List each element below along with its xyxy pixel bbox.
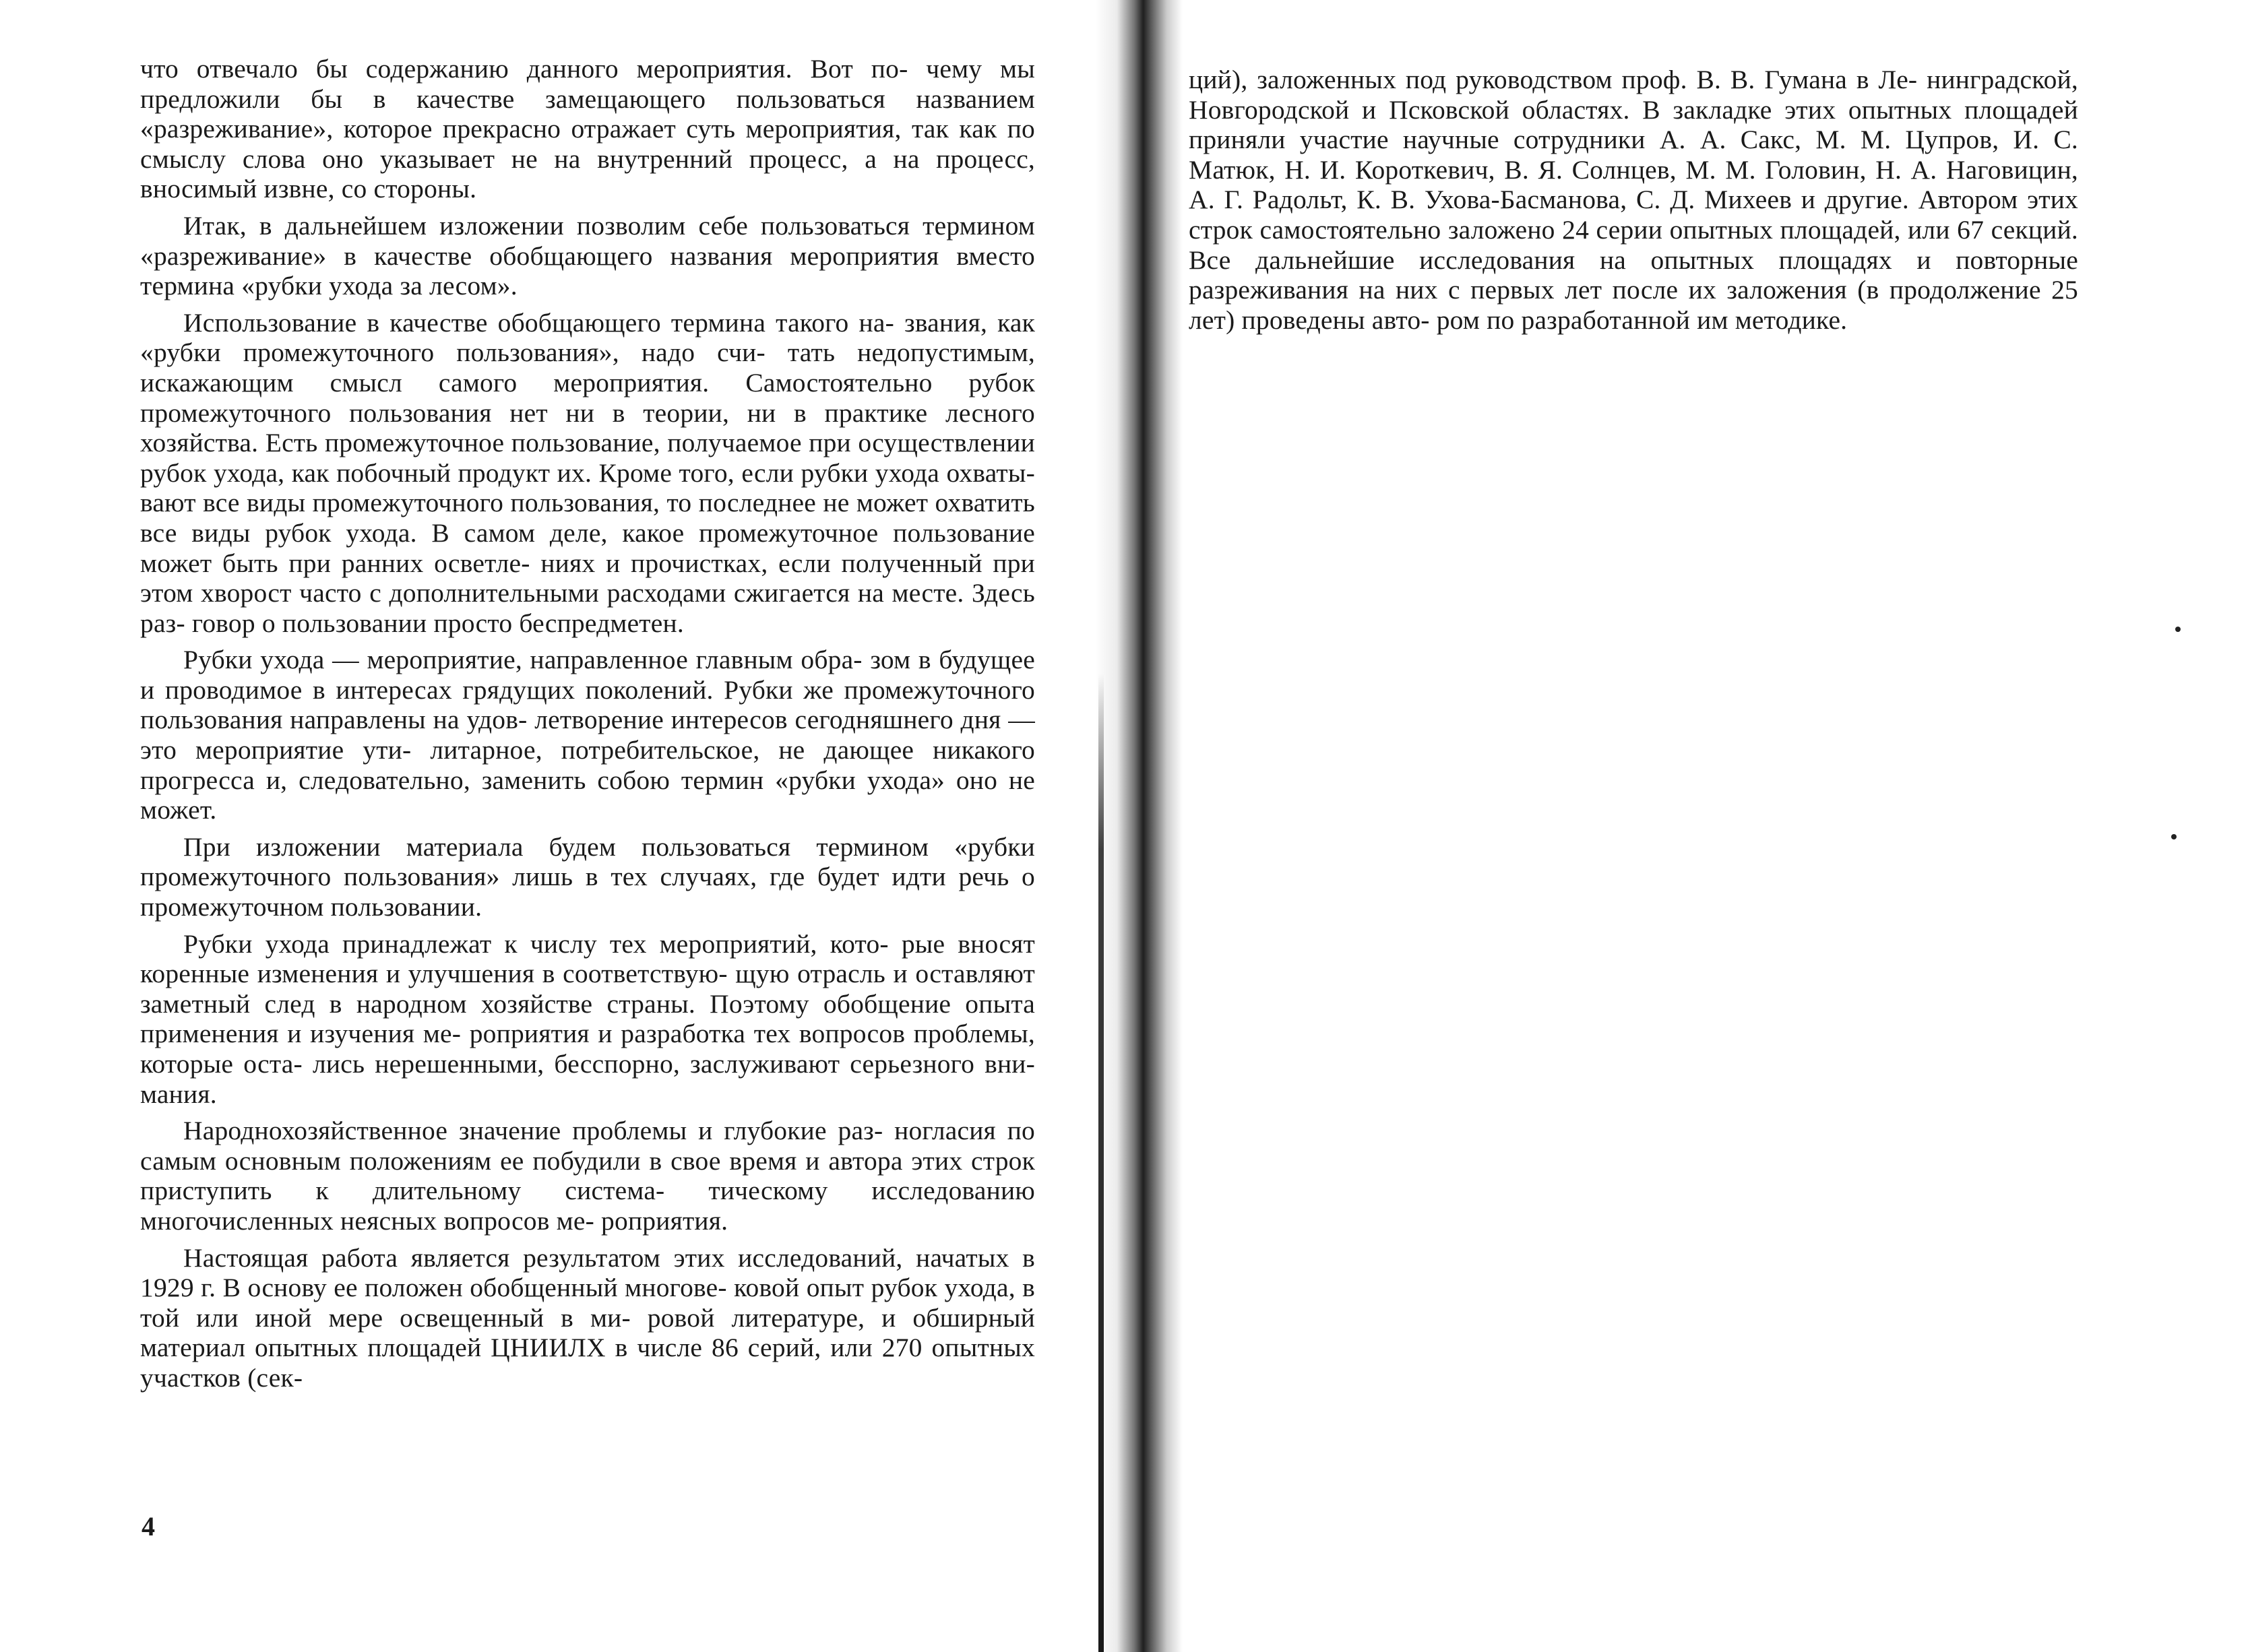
paragraph (140, 832, 1035, 922)
text-line: чему мы предложили бы в качестве замещающего пользоваться (140, 54, 1035, 114)
text-line: Народнохозяйственное значение проблемы и глубокие раз- (183, 1116, 883, 1146)
text-line: может. (140, 795, 217, 825)
text-line: литарное, потребительское, не дающее никакого прогресса и, (140, 735, 1035, 795)
text-line: промежуточное пользование может быть при ранних осветле- (140, 517, 1035, 578)
text-line: ниях и прочистках, если полученный при этом хворост часто (140, 548, 1036, 608)
text-line: ровой литературе, и обширный материал опытных площадей (140, 1302, 1035, 1363)
text-line: страны. Поэтому обобщение опыта применения и изучения ме- (140, 988, 1036, 1049)
text-line: Использование в качестве обобщающего термина такого на- (183, 307, 894, 338)
text-line: вают все виды промежуточного пользования, то последнее не (140, 488, 850, 518)
text-line: При изложении материала будем пользоваться термином (183, 831, 929, 862)
text-line: нинградской, Новгородской и Псковской областях. В закладке (1189, 65, 2078, 125)
text-line: начатых в 1929 г. В основу ее положен обобщенный многове- (140, 1242, 1036, 1303)
paragraph (140, 211, 1035, 301)
paragraph (140, 308, 1035, 639)
scan-speck (2171, 834, 2177, 839)
text-line: зом в будущее и проводимое в интересах грядущих поколений. (140, 645, 1035, 705)
text-line: тическому исследованию многочисленных неясных вопросов ме- (140, 1176, 1035, 1236)
text-line: или 67 секций. Все дальнейшие исследования на опытных (1189, 214, 2078, 275)
scan-speck (2175, 627, 2181, 632)
text-line: рые вносят коренные изменения и улучшения в соответствую- (140, 928, 1036, 989)
right-page (1189, 65, 2078, 335)
paragraph (1189, 65, 2078, 335)
text-line: К. В. Ухова-Басманова, С. Д. Михеев и другие. Автором этих (1356, 185, 2079, 215)
paragraph (140, 1116, 1035, 1236)
text-line: в теории, ни в практике лесного хозяйства. Есть промежуточное (140, 398, 1035, 458)
text-line: ЦНИИЛХ в числе 86 серий, или 270 опытных участков (сек- (140, 1333, 1035, 1393)
text-line: мания. (140, 1079, 217, 1109)
text-line: летворение интересов сегодняшнего дня — это мероприятие ути- (140, 705, 1035, 765)
text-line: с дополнительными расходами сжигается на месте. Здесь раз- (140, 578, 1035, 638)
text-line: Самостоятельно рубок промежуточного пользования нет ни (140, 367, 1036, 428)
text-line: ций), заложенных под руководством проф. В. В. Гумана в Ле- (1189, 65, 1918, 94)
left-page (140, 54, 1035, 1393)
page-edge-line (1098, 674, 1104, 1652)
text-line: следовательно, заменить собою термин «рубки ухода» оно не (299, 765, 1035, 795)
text-line: названием «разреживание», которое прекрасно отражает суть (140, 84, 1035, 144)
text-line: мероприятия, так как по смыслу слова оно указывает не на (140, 114, 1035, 174)
text-line: ногласия по самым основным положениям ее побудили в свое (140, 1116, 1035, 1176)
text-line: площадях и повторные разреживания на них с первых лет (1189, 245, 2078, 305)
paragraph (140, 54, 1035, 204)
book-gutter-shadow (1095, 0, 1183, 1652)
text-line: роприятия и разработка тех вопросов проблемы, которые оста- (140, 1019, 1036, 1079)
text-line: А. А. Сакс, М. М. Цупров, И. С. Матюк, Н. И. Короткевич, (1189, 125, 2078, 185)
text-line: будет идти речь о промежуточном пользовании. (140, 862, 1036, 922)
paragraph (140, 645, 1035, 825)
text-line: щую отрасль и оставляют заметный след в народном хозяйстве (140, 959, 1035, 1019)
text-line: после их заложения (в продолжение 25 лет) проведены авто- (1189, 275, 2079, 335)
text-line: говор о пользовании просто беспредметен. (191, 608, 684, 638)
text-line: ковой опыт рубок ухода, в той или иной мере освещенный в ми- (140, 1273, 1036, 1333)
text-line: Рубки ухода принадлежат к числу тех мероприятий, кото- (183, 928, 889, 959)
paragraph (140, 1243, 1035, 1393)
text-line: строк самостоятельно заложено 24 серии опытных площадей, (1189, 214, 1901, 245)
text-line: Рубки же промежуточного пользования направлены на удов- (140, 674, 1035, 735)
text-line: В. Я. Солнцев, М. М. Головин, Н. А. Наговицин, А. Г. Радольт, (1189, 154, 2079, 215)
text-line: ром по разработанной им методике. (1436, 305, 1848, 335)
text-line: лись нерешенными, бесспорно, заслуживают серьезного вни- (312, 1049, 1035, 1079)
text-line: этих опытных площадей приняли участие научные сотрудники (1189, 94, 2078, 155)
text-line: время и автора этих строк приступить к длительному система- (140, 1145, 1036, 1206)
text-line: может охватить все виды рубок ухода. В самом деле, какое (140, 488, 1035, 548)
text-line: Настоящая работа является результатом этих исследований, (183, 1242, 903, 1273)
text-line: термином «разреживание» в качестве обобщающего названия (140, 210, 1035, 271)
text-line: роприятия. (601, 1205, 728, 1236)
text-line: тать недопустимым, искажающим смысл самого мероприятия. (140, 338, 1035, 398)
text-line: что отвечало бы содержанию данного мероприятия. Вот по- (140, 54, 908, 84)
text-line: мероприятия вместо термина «рубки ухода за лесом». (140, 241, 1036, 301)
text-line: внутренний процесс, а на процесс, вносимый извне, со стороны. (140, 144, 1035, 204)
paragraph (140, 929, 1035, 1110)
text-line: пользование, получаемое при осуществлении рубок ухода, как (140, 428, 1035, 488)
text-line: звания, как «рубки промежуточного пользования», надо счи- (140, 307, 1035, 368)
text-line: Итак, в дальнейшем изложении позволим себе пользоваться (183, 210, 910, 241)
text-line: Рубки ухода — мероприятие, направленное главным обра- (183, 645, 863, 675)
page-number: 4 (142, 1511, 155, 1542)
text-line: «рубки промежуточного пользования» лишь в тех случаях, где (140, 831, 1036, 892)
text-line: побочный продукт их. Кроме того, если рубки ухода охваты- (336, 457, 1035, 488)
